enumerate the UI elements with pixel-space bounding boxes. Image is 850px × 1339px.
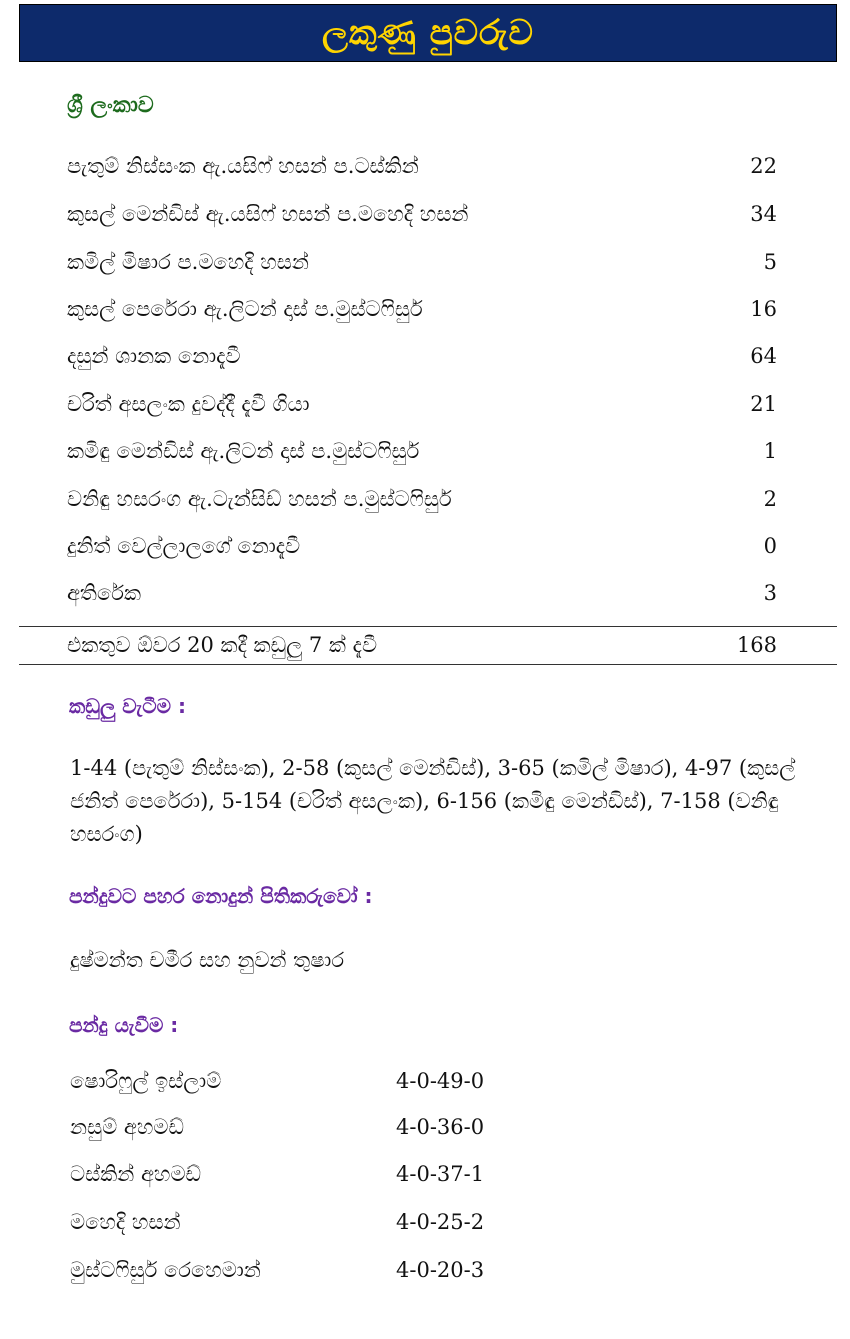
bowler-name: නසුම් අහමඩ් [70, 1114, 185, 1139]
page-title: ලකුණු පුවරුව [322, 13, 534, 53]
bowler-name: ෂොරිෆුල් ඉස්ලාම් [70, 1068, 222, 1093]
batter-runs: 5 [763, 250, 777, 274]
bowling-row [70, 1250, 484, 1290]
total-row [67, 625, 777, 665]
batting-row [67, 479, 777, 519]
bowling-row [70, 1154, 484, 1194]
batter-runs: 21 [750, 392, 777, 416]
batter-runs: 34 [750, 202, 777, 226]
batting-row [67, 194, 777, 234]
did-not-bat-text: දුෂ්මන්ත චමීර සහ නුවන් තුෂාර [70, 948, 345, 972]
fall-of-wickets-text: 1-44 (පැතුම් නිස්සංක), 2-58 (කුසල් මෙන්ඩිස්), 3-65 (කමිල් මිෂාර), 4-97 (කුසල් ජනිත් පෙරේරා), 5-154 (චරිත් අසලංක), 6-156 (කමිඳු මෙන්ඩිස්), 7-158 (වනිඳු හසරංග) [70, 756, 796, 846]
batting-row [67, 289, 777, 329]
did-not-bat-heading: පන්දුවට පහර නොදුන් පිතිකරුවෝ : [69, 884, 373, 908]
bowler-figures: 4-0-49-0 [396, 1069, 485, 1093]
batting-row [67, 431, 777, 471]
batter-runs: 64 [750, 344, 777, 368]
batting-row [67, 384, 777, 424]
batter-runs: 16 [750, 297, 777, 321]
batter-dismissal: කුසල් පෙරේරා ඇ.ලිටන් දාස් ප.මුස්ටෆිසුර් [67, 296, 423, 321]
bowling-row [70, 1061, 484, 1101]
batter-dismissal: කුසල් මෙන්ඩිස් ඇ.යසිෆ් හසන් ප.මහෙදි හසන් [67, 201, 469, 226]
bowler-name: මහෙදි හසන් [70, 1209, 181, 1234]
total-label: එකතුව ඕවර 20 කදී කඩුලු 7 ක් දැවී [67, 632, 378, 657]
batter-dismissal: වනිඳු හසරංග ඇ.ටැන්සිඩ් හසන් ප.මුස්ටෆිසුර් [67, 486, 452, 511]
batter-runs: 22 [750, 154, 777, 178]
batter-dismissal: දසුන් ශානක නොදැවී [67, 343, 241, 368]
batter-runs: 1 [763, 439, 777, 463]
batting-row [67, 336, 777, 376]
bowler-figures: 4-0-37-1 [396, 1162, 485, 1186]
batting-row [67, 242, 777, 282]
batter-dismissal: කමිල් මිෂාර ප.මහෙදි හසන් [67, 249, 309, 274]
batter-dismissal: පැතුම් නිස්සංක ඇ.යසිෆ් හසන් ප.ටස්කින් [67, 153, 419, 178]
batting-row [67, 526, 777, 566]
bowler-figures: 4-0-36-0 [396, 1115, 485, 1139]
title-banner [19, 4, 837, 62]
batter-runs: 0 [763, 534, 777, 558]
batter-dismissal: චරිත් අසලංක දුවද්දී දැවී ගියා [67, 391, 310, 416]
extras-row [67, 573, 777, 613]
batting-row [67, 146, 777, 186]
fall-of-wickets-heading: කඩුලු වැටීම : [69, 694, 186, 718]
bowling-heading: පන්දු යැවීම : [69, 1013, 179, 1037]
bowler-name: ටස්කින් අහමඩ් [70, 1161, 202, 1186]
bowling-row [70, 1107, 484, 1147]
bowling-row [70, 1202, 484, 1242]
bowler-name: මුස්ටෆිසුර් රෙහෙමාන් [70, 1257, 261, 1282]
extras-runs: 3 [763, 581, 777, 605]
batter-dismissal: දුනිත් වෙල්ලාලගේ නොදැවී [67, 533, 301, 558]
divider-bottom [19, 664, 837, 665]
bowler-figures: 4-0-25-2 [396, 1210, 485, 1234]
batter-dismissal: කමිඳු මෙන්ඩිස් ඇ.ලිටන් දාස් ප.මුස්ටෆිසුර් [67, 438, 420, 463]
extras-label: අතිරේක [67, 580, 142, 605]
bowler-figures: 4-0-20-3 [396, 1258, 485, 1282]
total-runs: 168 [736, 633, 777, 657]
batter-runs: 2 [763, 487, 777, 511]
team-name: ශ්‍රී ලංකාව [67, 93, 154, 118]
